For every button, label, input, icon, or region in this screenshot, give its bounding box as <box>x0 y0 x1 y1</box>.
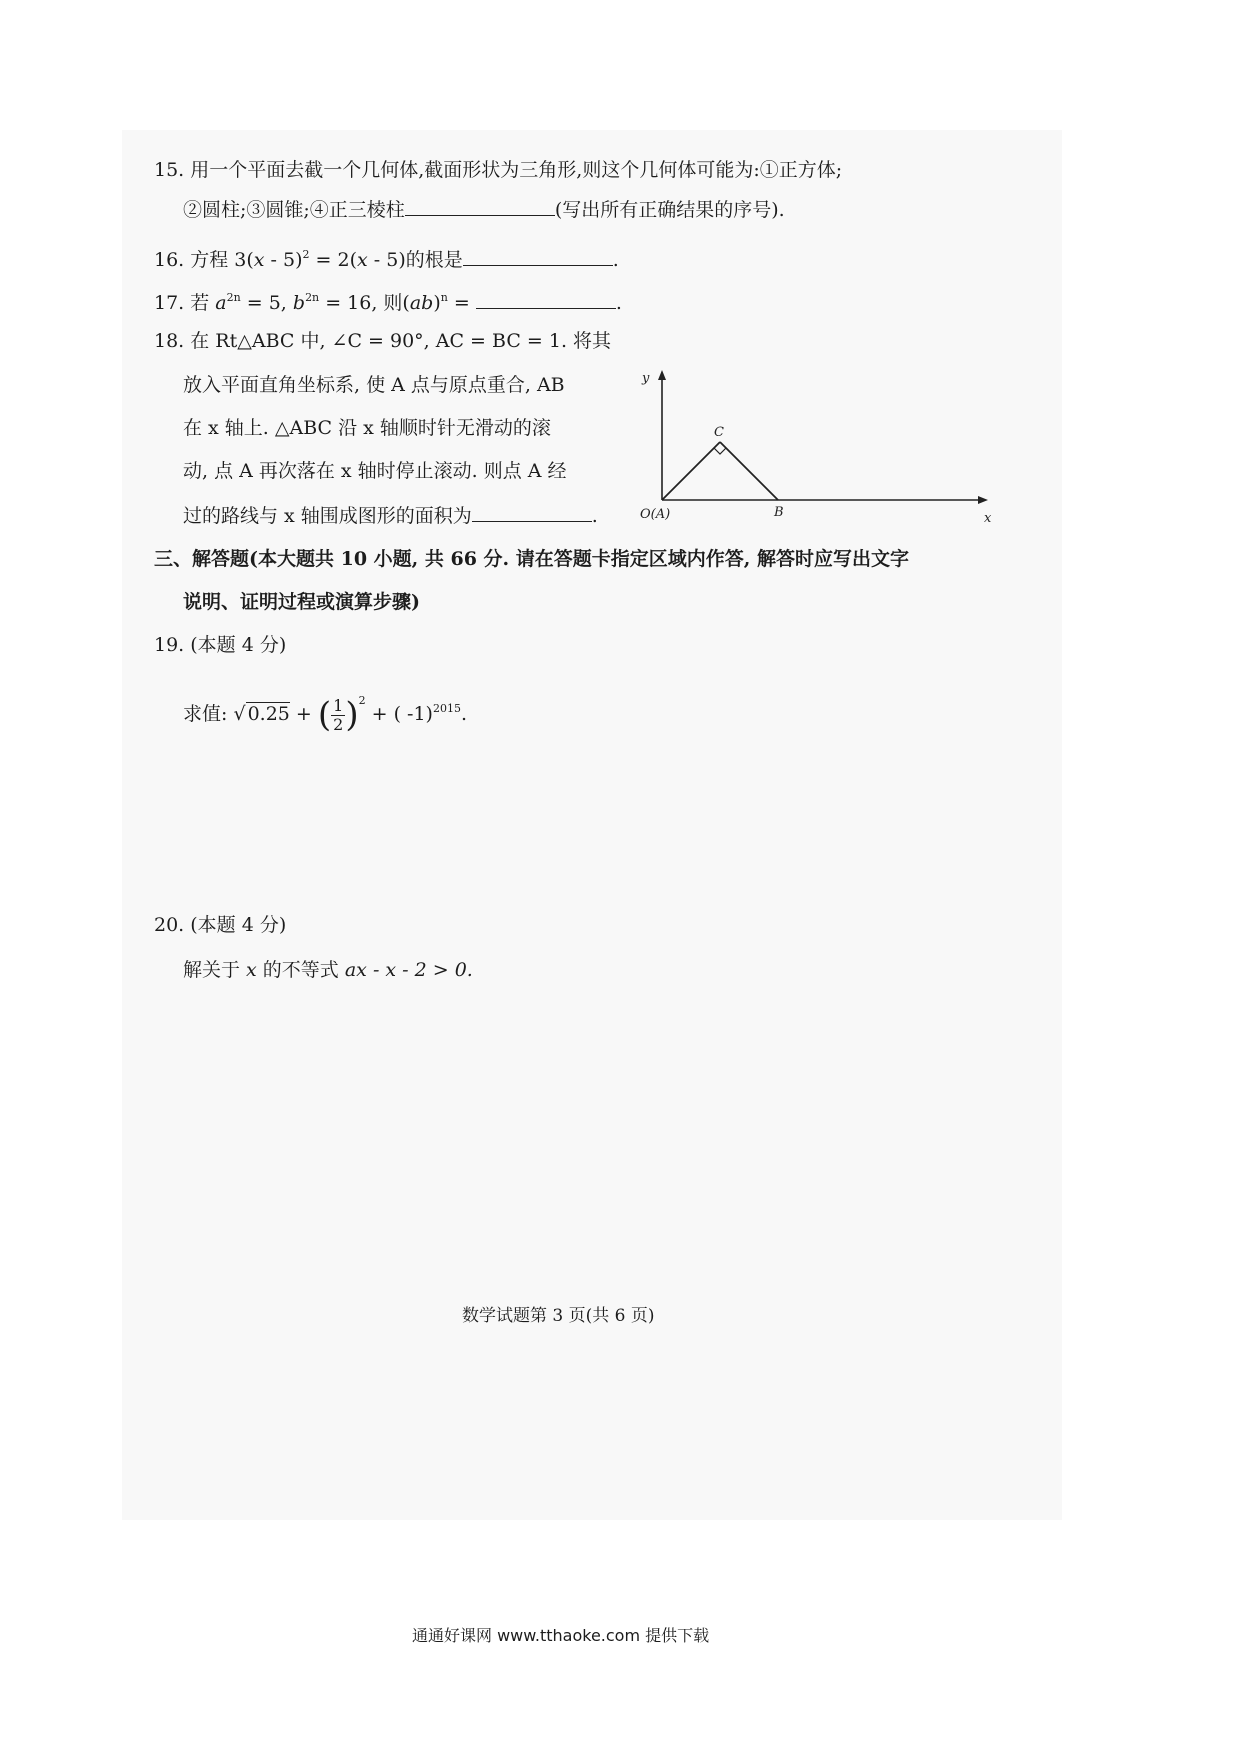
q15-line1: 15. 用一个平面去截一个几何体,截面形状为三角形,则这个几何体可能为:①正方体; <box>154 159 843 181</box>
q18-answer-blank[interactable] <box>472 503 592 522</box>
label-c: C <box>714 425 724 440</box>
q18-line5: 过的路线与 x 轴围成图形的面积为 . <box>183 505 598 527</box>
q19-header: 19. (本题 4 分) <box>154 634 287 656</box>
section3-heading-line1: 三、解答题(本大题共 10 小题, 共 66 分. 请在答题卡指定区域内作答, 解答时应写出文字 <box>154 548 910 570</box>
q16-answer-blank[interactable] <box>463 247 613 266</box>
source-line: 通通好课网 www.tthaoke.com 提供下载 <box>412 1626 710 1645</box>
q16-line: 16. 方程 3(x - 5)$^2$ = 2(x - 5)的根是 . <box>154 248 619 271</box>
q18-line3: 在 x 轴上. △ABC 沿 x 轴顺时针无滑动的滚 <box>183 417 551 439</box>
q18-line4: 动, 点 A 再次落在 x 轴时停止滚动. 则点 A 经 <box>183 460 567 482</box>
label-y: y <box>642 371 650 386</box>
label-x: x <box>984 511 992 526</box>
y-axis-arrow <box>658 370 666 380</box>
q17-answer-blank[interactable] <box>476 290 616 309</box>
q20-header: 20. (本题 4 分) <box>154 914 287 936</box>
label-b: B <box>774 505 784 520</box>
q18-line2: 放入平面直角坐标系, 使 A 点与原点重合, AB <box>183 374 565 396</box>
label-origin: O(A) <box>640 507 671 522</box>
right-angle-mark <box>714 448 726 454</box>
x-axis-arrow <box>978 496 988 504</box>
q19-expression: 求值: √ 0.25 + ( $\frac{1}{2}$ )$^2$ + ( -1)$^{2015}$. <box>183 694 468 735</box>
triangle-side-ac <box>662 442 720 500</box>
q18-coordinate-figure <box>640 370 1000 530</box>
page-footer: 数学试题第 3 页(共 6 页) <box>462 1306 655 1326</box>
q20-statement: 解关于 x 的不等式 ax - x - 2 > 0. <box>183 959 473 981</box>
section3-heading-line2: 说明、证明过程或演算步骤) <box>183 591 420 613</box>
triangle-side-cb <box>720 442 778 500</box>
q19-fraction: $\frac{1}{2}$ <box>333 695 344 734</box>
q18-line1: 18. 在 Rt△ABC 中, ∠C = 90°, AC = BC = 1. 将其 <box>154 330 612 352</box>
q15-line2: ②圆柱;③圆锥;④正三棱柱 (写出所有正确结果的序号). <box>183 199 785 221</box>
q15-answer-blank[interactable] <box>405 197 555 216</box>
q17-line: 17. 若 $a^{2n} = 5$, $b^{2n} = 16$, 则(ab)$^n$ = . <box>154 291 622 314</box>
